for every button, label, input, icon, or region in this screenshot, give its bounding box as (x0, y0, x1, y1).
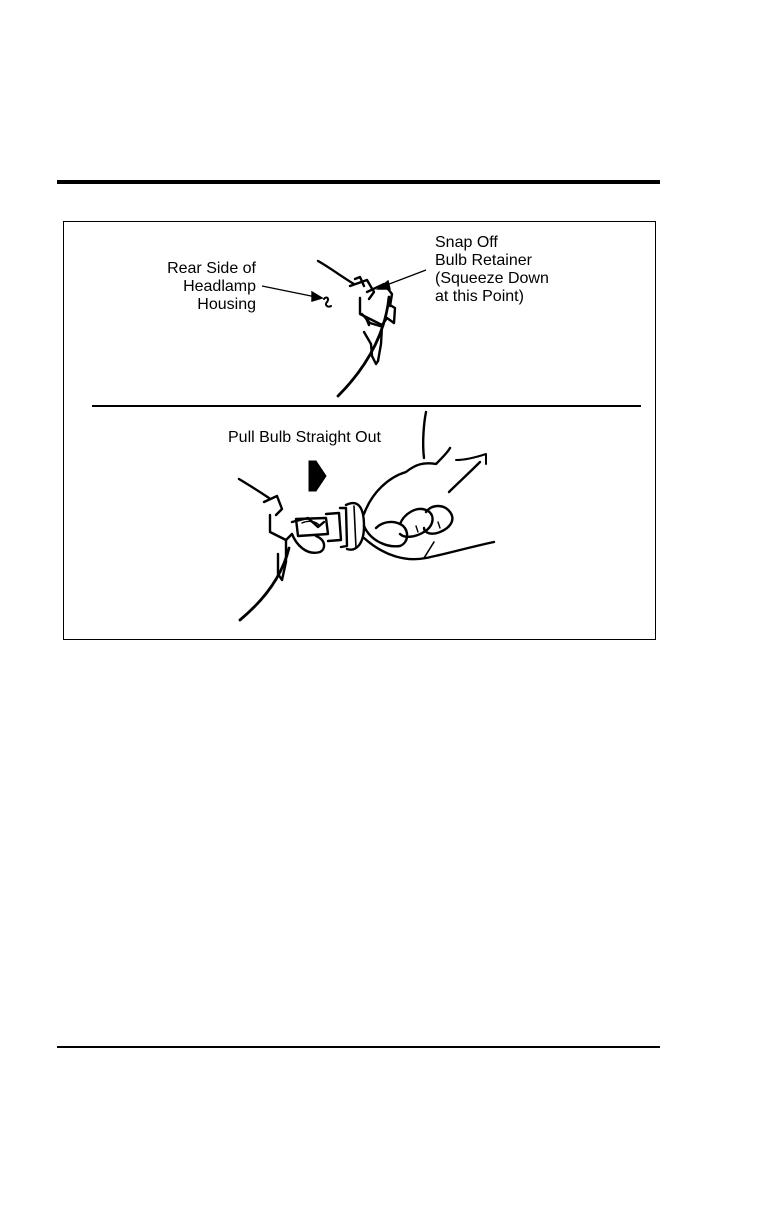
headlamp-housing-illustration (318, 261, 395, 396)
retainer-callout-label (435, 234, 605, 306)
retainer-label-line-3: (Squeeze Down (435, 270, 549, 287)
retainer-label-line-2: Bulb Retainer (435, 252, 532, 269)
retainer-label-line-1: Snap Off (435, 234, 498, 251)
housing-label-line-3: Housing (197, 296, 256, 313)
housing-label-line-2: Headlamp (183, 278, 256, 295)
bottom-rule (57, 1046, 660, 1048)
leader-arrows (262, 270, 426, 301)
housing-label-line-1: Rear Side of (167, 260, 256, 277)
retainer-label-line-4: at this Point) (435, 288, 524, 305)
housing-callout-label (126, 260, 256, 314)
pull-bulb-caption: Pull Bulb Straight Out (228, 429, 381, 446)
headlamp-bulb-figure (63, 221, 656, 640)
top-rule (57, 180, 660, 184)
pull-direction-arrow (309, 461, 326, 491)
